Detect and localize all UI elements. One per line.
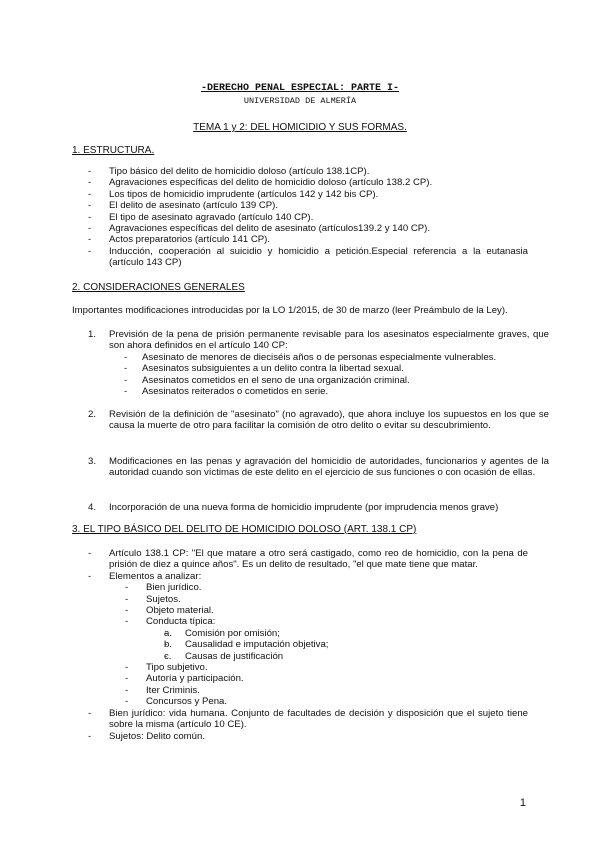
item-number: 1. bbox=[88, 329, 97, 340]
list-item: - Iter Criminis. bbox=[125, 685, 528, 696]
list-item: - Actos preparatorios (artículo 141 CP). bbox=[88, 234, 528, 245]
list-item: - Inducción, cooperación al suicidio y homicidio a petición.Especial referencia a la eutanasia (artículo 143 CP) bbox=[88, 246, 528, 269]
elements-label: Elementos a analizar: bbox=[109, 570, 202, 582]
list-item: - Los tipos de homicidio imprudente (artículos 142 y 142 bis CP). bbox=[88, 189, 528, 200]
list-item: - Tipo subjetivo. bbox=[125, 662, 528, 673]
consideration-2 bbox=[88, 409, 549, 432]
list-item: - Agravaciones específicas del delito de asesinato (artículos139.2 y 140 CP). bbox=[88, 223, 528, 234]
section-3-list bbox=[88, 548, 528, 742]
list-item bbox=[164, 639, 528, 650]
list-item: - Sujetos. bbox=[125, 594, 528, 605]
list-item: - Objeto material. bbox=[125, 605, 528, 616]
list-item: - El delito de asesinato (artículo 139 CP). bbox=[88, 200, 528, 211]
list-item: - Asesinatos reiterados o cometidos en serie. bbox=[124, 386, 549, 397]
item-letter: - b. bbox=[164, 639, 173, 651]
consideration-3 bbox=[88, 456, 549, 479]
list-item: - Asesinatos cometidos en el seno de una organización criminal. bbox=[124, 375, 549, 386]
section-3-title: 3. EL TIPO BÁSICO DEL DELITO DE HOMICIDIO DOLOSO (ART. 138.1 CP) bbox=[72, 524, 417, 535]
page-number: 1 bbox=[519, 797, 526, 809]
list-item: - Bien jurídico. bbox=[125, 582, 528, 593]
list-item: - Tipo básico del delito de homicidio doloso (artículo 138.1CP). bbox=[88, 166, 528, 177]
list-item bbox=[88, 571, 528, 708]
list-item: - Bien jurídico: vida humana. Conjunto de facultades de decisión y disposición que el sujeto tiene sobre la misma (artículo 10 CE). bbox=[88, 708, 528, 731]
consideration-3-text: Modificaciones en las penas y agravación del homicidio de autoridades, funcionarios y agentes de la autoridad cuando son víctimas de este delito en el ejercicio de sus funciones o con ocasión de ellas. bbox=[109, 456, 549, 479]
section-1-title: 1. ESTRUCTURA. bbox=[72, 145, 155, 156]
item-text: Causalidad e imputación objetiva; bbox=[185, 639, 329, 651]
consideration-4-text: Incorporación de una nueva forma de homicidio imprudente (por imprudencia menos grave) bbox=[109, 502, 499, 513]
item-letter: - c. bbox=[164, 650, 172, 662]
item-number: 3. bbox=[88, 456, 97, 467]
course-title: -DERECHO PENAL ESPECIAL: PARTE I- bbox=[200, 83, 400, 94]
list-item bbox=[164, 651, 528, 662]
item-text: Causas de justificación bbox=[185, 650, 284, 662]
topic-title: TEMA 1 y 2: DEL HOMICIDIO Y SUS FORMAS. bbox=[193, 122, 407, 133]
item-number: 2. bbox=[88, 409, 97, 420]
consideration-1-sublist bbox=[124, 352, 549, 398]
item-letter: - a. bbox=[164, 627, 173, 639]
list-item: - Sujetos: Delito común. bbox=[88, 731, 528, 742]
conducta-label: Conducta típica: bbox=[146, 616, 216, 628]
list-item: - Asesinato de menores de dieciséis años o de personas especialmente vulnerables. bbox=[124, 352, 549, 363]
university-name: UNIVERSIDAD DE ALMERÍA bbox=[243, 96, 357, 106]
consideration-1 bbox=[88, 329, 549, 397]
elements-sublist bbox=[125, 582, 528, 707]
consideration-1-text: Previsión de la pena de prisión permanente revisable para los asesinatos especialmente graves, que son ahora definidos en el artículo 140 CP: bbox=[109, 329, 549, 352]
list-item: - Asesinatos subsiguientes a un delito contra la libertad sexual. bbox=[124, 363, 549, 374]
list-item bbox=[125, 616, 528, 662]
section-2-title: 2. CONSIDERACIONES GENERALES bbox=[72, 282, 245, 293]
list-item: - Autoría y participación. bbox=[125, 673, 528, 684]
conducta-sublist bbox=[164, 628, 528, 662]
list-item: - El tipo de asesinato agravado (artículo 140 CP). bbox=[88, 212, 528, 223]
list-item: - Artículo 138.1 CP: "El que matare a otro será castigado, como reo de homicidio, con la pena de prisión de diez a quince años". Es un delito de resultado, "el que mate tiene que matar. bbox=[88, 548, 528, 571]
list-item bbox=[164, 628, 528, 639]
item-text: Comisión por omisión; bbox=[185, 627, 280, 639]
consideration-2-text: Revisión de la definición de "asesinato" (no agravado), que ahora incluye los supuestos en los que se causa la muerte de otro para facilitar la comisión de otro delito o evitar su descubrimiento. bbox=[109, 409, 549, 432]
structure-list bbox=[88, 166, 528, 269]
list-item: - Agravaciones específicas del delito de homicidio doloso (artículo 138.2 CP). bbox=[88, 177, 528, 188]
item-number: 4. bbox=[88, 502, 97, 513]
section-2-intro: Importantes modificaciones introducidas por la LO 1/2015, de 30 de marzo (leer Preámbulo de la Ley). bbox=[72, 305, 508, 316]
consideration-4 bbox=[88, 502, 549, 513]
list-item: - Concursos y Pena. bbox=[125, 696, 528, 707]
